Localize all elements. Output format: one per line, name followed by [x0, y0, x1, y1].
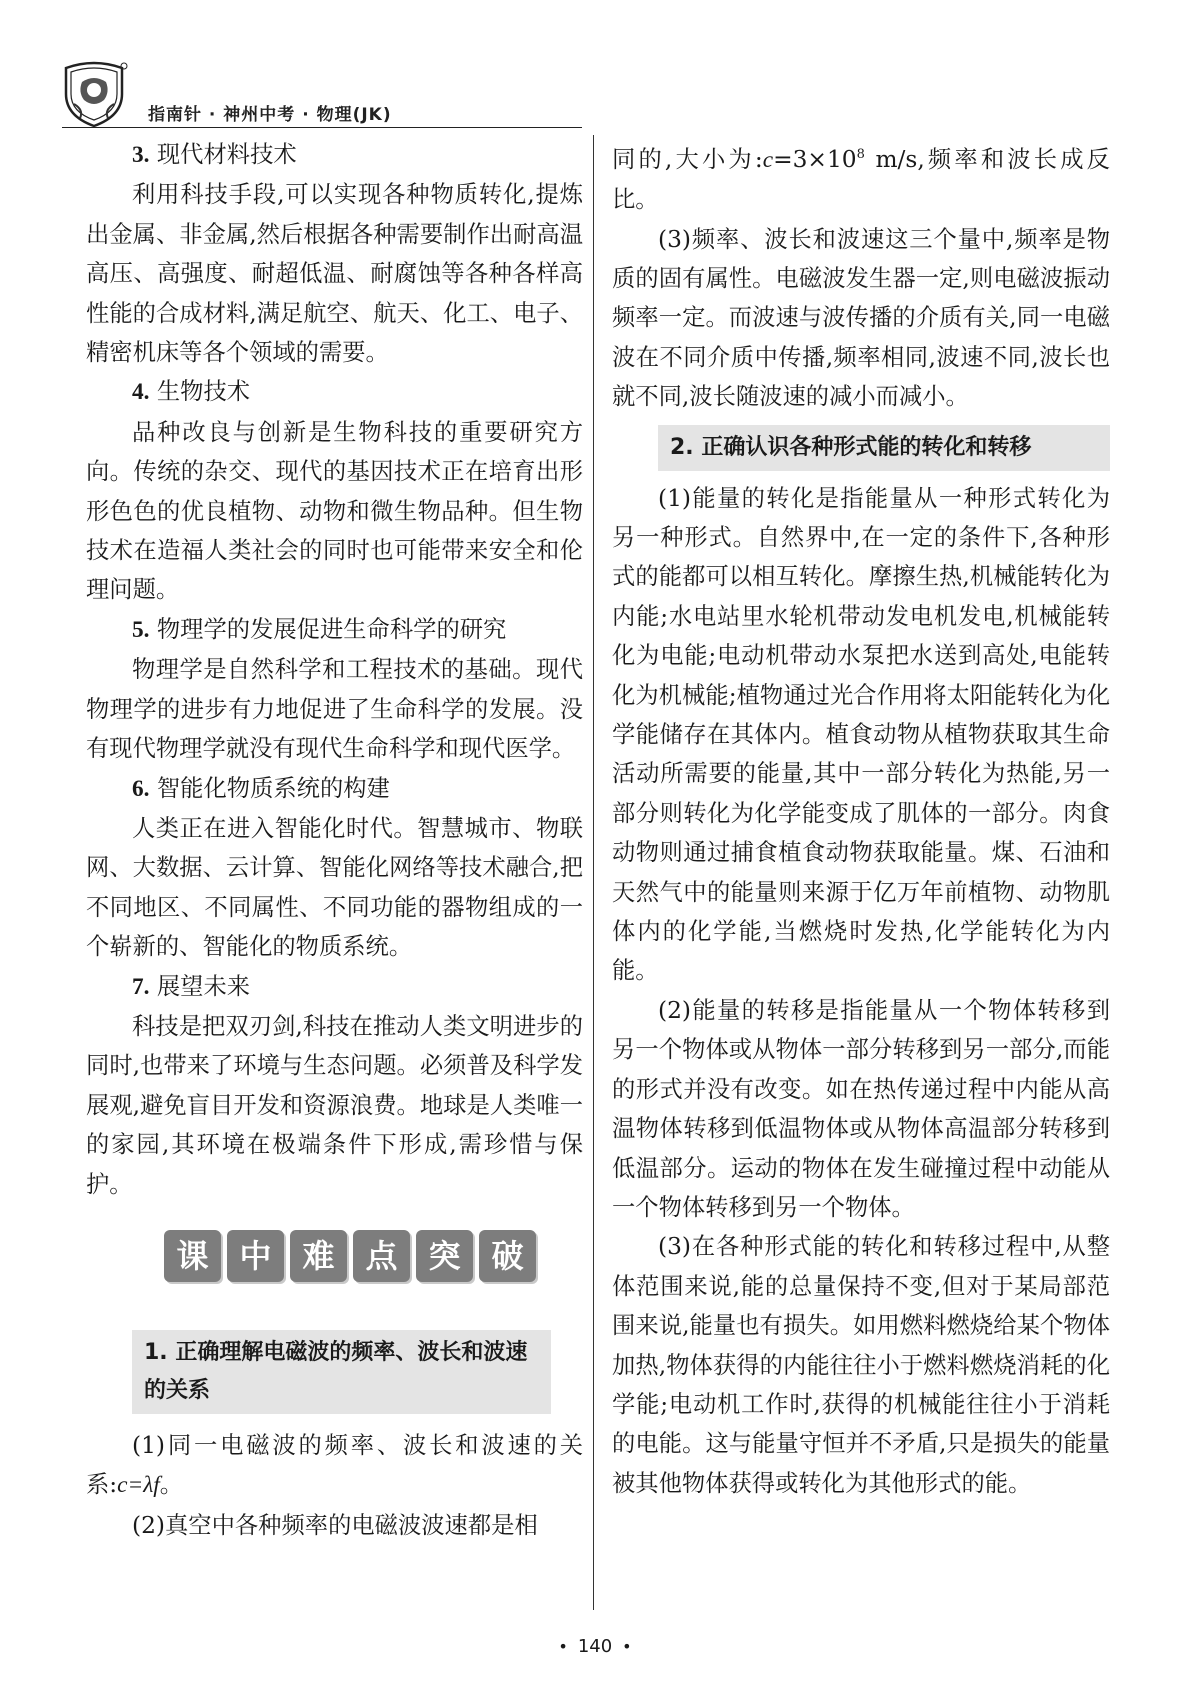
paragraph: 品种改良与创新是生物科技的重要研究方向。传统的杂交、现代的基因技术正在培育出形形色色的优良植物、动物和微生物品种。但生物技术在造福人类社会的同时也可能带来安全和伦理问题。 — [86, 418, 583, 604]
section-heading-6 — [86, 769, 583, 809]
section-title: 生物技术 — [156, 378, 251, 406]
section-banner — [164, 1230, 583, 1300]
paragraph: (2)真空中各种频率的电磁波波速都是相 — [132, 1511, 538, 1539]
text: (1)同一电磁波的频率、波长和波速的关系: — [86, 1431, 583, 1499]
section-heading-3 — [86, 135, 583, 175]
banner-char: 课 — [164, 1230, 221, 1282]
banner-char: 中 — [227, 1230, 284, 1282]
key-point-box-2: 2. 正确认识各种形式能的转化和转移 — [658, 425, 1110, 471]
bullet: • — [558, 1637, 568, 1656]
banner-char: 破 — [479, 1230, 536, 1282]
section-title: 现代材料技术 — [156, 141, 297, 168]
banner-char: 难 — [290, 1230, 347, 1282]
paragraph: (1)能量的转化是指能量从一种形式转化为另一种形式。自然界中,在一定的条件下,各种形式的能都可以相互转化。摩擦生热,机械能转化为内能;水电站里水轮机带动发电机发电,机械能转化为电能;电动机带动水泵把水送到高处,电能转化为机械能;植物通过光合作用将太阳能转化为化学能储存在其体内。植食动物从植物获取其生命活动所需要的能量,其中一部分转化为热能,另一部分则转化为化学能变成了肌体的一部分。肉食动物则通过捕食植食动物获取能量。煤、石油和天然气中的能量则来源于亿万年前植物、动物肌体内的化学能,当燃烧时发热,化学能转化为内能。 — [612, 484, 1110, 985]
running-header-title: 指南针 · 神州中考 · 物理(JK) — [148, 105, 392, 125]
section-heading-7 — [86, 967, 583, 1007]
banner-char: 点 — [353, 1230, 410, 1282]
page-number — [0, 1636, 1190, 1657]
page-number-value: 140 — [577, 1636, 613, 1657]
section-number: 3. — [132, 142, 150, 168]
section-number: 7. — [132, 973, 150, 1000]
banner-char: 突 — [416, 1230, 473, 1282]
paragraph — [612, 135, 1110, 220]
paragraph — [86, 1426, 583, 1506]
paragraph: 科技是把双刃剑,科技在推动人类文明进步的同时,也带来了环境与生态问题。必须普及科学发展观,避免盲目开发和资源浪费。地球是人类唯一的家园,其环境在极端条件下形成,需珍惜与保护。 — [86, 1012, 583, 1198]
section-number: 5. — [132, 616, 150, 643]
paragraph: (3)频率、波长和波速这三个量中,频率是物质的固有属性。电磁波发生器一定,则电磁波振动频率一定。而波速与波传播的介质有关,同一电磁波在不同介质中传播,频率相同,波速不同,波长也就不同,波长随波速的减小而减小。 — [612, 225, 1110, 411]
formula: c=λf — [117, 1472, 160, 1499]
right-column — [612, 135, 1110, 1503]
section-title: 智能化物质系统的构建 — [156, 774, 390, 802]
header-rule — [62, 127, 582, 128]
formula-symbol: c — [762, 146, 774, 173]
section-number: 4. — [132, 379, 150, 406]
key-point-box-1: 1. 正确理解电磁波的频率、波长和波速的关系 — [132, 1330, 551, 1414]
text: 。 — [159, 1471, 184, 1499]
text: =3×10 — [773, 145, 857, 173]
section-number: 6. — [132, 775, 150, 802]
left-column — [86, 135, 583, 1545]
paragraph: 物理学是自然科学和工程技术的基础。现代物理学的进步有力地促进了生命科学的发展。没有现代物理学就没有现代生命科学和现代医学。 — [86, 656, 583, 763]
section-title: 展望未来 — [156, 972, 251, 1000]
section-title: 物理学的发展促进生命科学的研究 — [156, 615, 507, 643]
paragraph: (3)在各种形式能的转化和转移过程中,从整体范围来说,能的总量保持不变,但对于某局部范围来说,能量也有损失。如用燃料燃烧给某个物体加热,物体获得的内能往往小于燃料燃烧消耗的化学能;电动机工作时,获得的机械能往往小于消耗的电能。这与能量守恒并不矛盾,只是损失的能量被其他物体获得或转化为其他形式的能。 — [612, 1233, 1110, 1497]
page-header — [60, 60, 600, 130]
section-heading-4 — [86, 372, 583, 412]
paragraph: 人类正在进入智能化时代。智慧城市、物联网、大数据、云计算、智能化网络等技术融合,把不同地区、不同属性、不同功能的器物组成的一个崭新的、智能化的物质系统。 — [86, 814, 583, 961]
paragraph: 利用科技手段,可以实现各种物质转化,提炼出金属、非金属,然后根据各种需要制作出耐高温高压、高强度、耐超低温、耐腐蚀等各种各样高性能的合成材料,满足航空、航天、化工、电子、精密机床等各个领域的需要。 — [86, 181, 583, 367]
paragraph: (2)能量的转移是指能量从一个物体转移到另一个物体或从物体一部分转移到另一部分,而能的形式并没有改变。如在热传递过程中内能从高温物体转移到低温物体或从物体高温部分转移到低温部分。运动的物体在发生碰撞过程中动能从一个物体转移到另一个物体。 — [612, 996, 1110, 1221]
section-heading-5 — [86, 610, 583, 650]
text: 同的,大小为: — [612, 145, 763, 173]
column-divider — [593, 135, 594, 1610]
publisher-logo — [60, 60, 128, 128]
text: m/s,频率和波长成反比。 — [612, 145, 1110, 214]
bullet: • — [622, 1637, 632, 1656]
exponent: 8 — [856, 147, 865, 162]
